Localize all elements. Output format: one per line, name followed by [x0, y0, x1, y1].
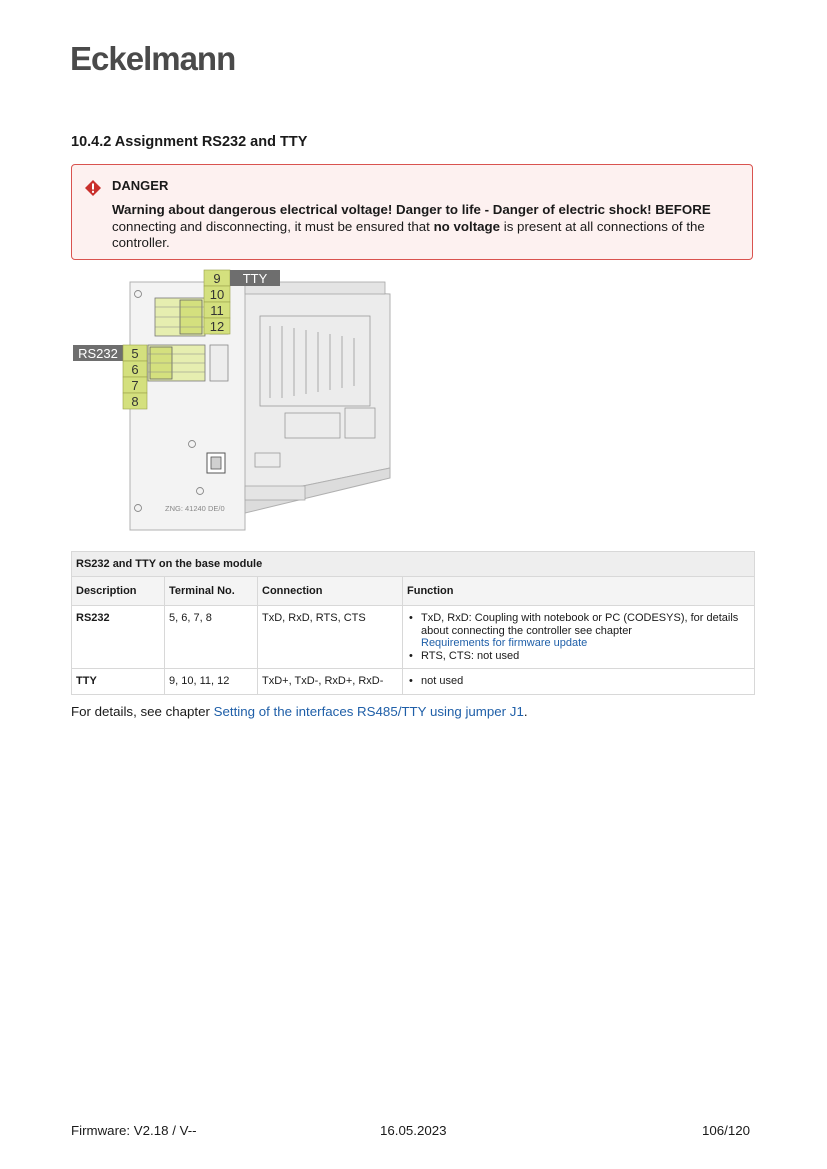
tty-terminal-block: [155, 298, 205, 336]
tty-terminal-9: 9: [213, 271, 221, 286]
rs232-terminal-block: [148, 345, 205, 381]
section-title: 10.4.2 Assignment RS232 and TTY: [71, 134, 308, 150]
footer-firmware: Firmware: V2.18 / V--: [71, 1123, 197, 1138]
table-row: [72, 606, 755, 669]
row-function: [403, 669, 755, 695]
drawing-number: ZNG: 41240 DE/0: [165, 504, 225, 513]
row-function: [403, 606, 755, 669]
row-description: RS232: [72, 606, 165, 669]
row-connection: TxD, RxD, RTS, CTS: [258, 606, 403, 669]
function-text: TxD, RxD: Coupling with notebook or PC (CODESYS), for details about connecting the controller see chapter: [421, 612, 739, 637]
tty-terminal-11: 11: [210, 303, 224, 318]
details-prefix: For details, see chapter: [71, 704, 214, 719]
danger-text: [112, 202, 742, 252]
rs232-terminal-7: 7: [131, 378, 139, 393]
header-terminal: Terminal No.: [165, 577, 258, 606]
header-description: Description: [72, 577, 165, 606]
company-logo: Eckelmann: [70, 40, 236, 77]
header-function: Function: [403, 577, 755, 606]
tty-label: TTY: [242, 271, 268, 286]
rs232-labels: [73, 345, 147, 409]
danger-title: DANGER: [112, 178, 169, 193]
header-connection: Connection: [258, 577, 403, 606]
function-item: • not used: [407, 675, 750, 688]
function-item: [407, 612, 750, 650]
row-terminals: 9, 10, 11, 12: [165, 669, 258, 695]
row-connection: TxD+, TxD-, RxD+, RxD-: [258, 669, 403, 695]
tty-terminal-12: 12: [209, 319, 225, 334]
tty-terminal-10: 10: [209, 287, 225, 302]
details-suffix: .: [523, 704, 528, 719]
warning-icon: [84, 179, 102, 197]
danger-notice: [71, 164, 753, 260]
rs232-terminal-6: 6: [131, 362, 139, 377]
danger-text-bold: no voltage: [433, 218, 501, 234]
controller-terminal-diagram: [70, 268, 400, 540]
jumper-j1-link[interactable]: Setting of the interfaces RS485/TTY using jumper J1: [213, 704, 524, 719]
footer-page: 106/120: [702, 1123, 751, 1138]
details-paragraph: [71, 704, 528, 719]
danger-warning-line: Warning about dangerous electrical voltage! Danger to life - Danger of electric shock! BEFORE: [112, 202, 711, 217]
row-description: TTY: [72, 669, 165, 695]
firmware-update-link[interactable]: Requirements for firmware update: [421, 637, 588, 649]
interface-table: [71, 551, 755, 695]
row-terminals: 5, 6, 7, 8: [165, 606, 258, 669]
rs232-label: RS232: [78, 346, 118, 361]
rs232-terminal-8: 8: [131, 394, 139, 409]
table-caption: RS232 and TTY on the base module: [72, 552, 755, 577]
rs232-terminal-5: 5: [131, 346, 139, 361]
danger-text-post: is present at all connections of the controller.: [112, 218, 705, 250]
function-item: • RTS, CTS: not used: [407, 650, 750, 663]
footer-date: 16.05.2023: [380, 1123, 447, 1138]
table-row: [72, 669, 755, 695]
danger-text-pre: connecting and disconnecting, it must be ensured that: [112, 218, 434, 234]
